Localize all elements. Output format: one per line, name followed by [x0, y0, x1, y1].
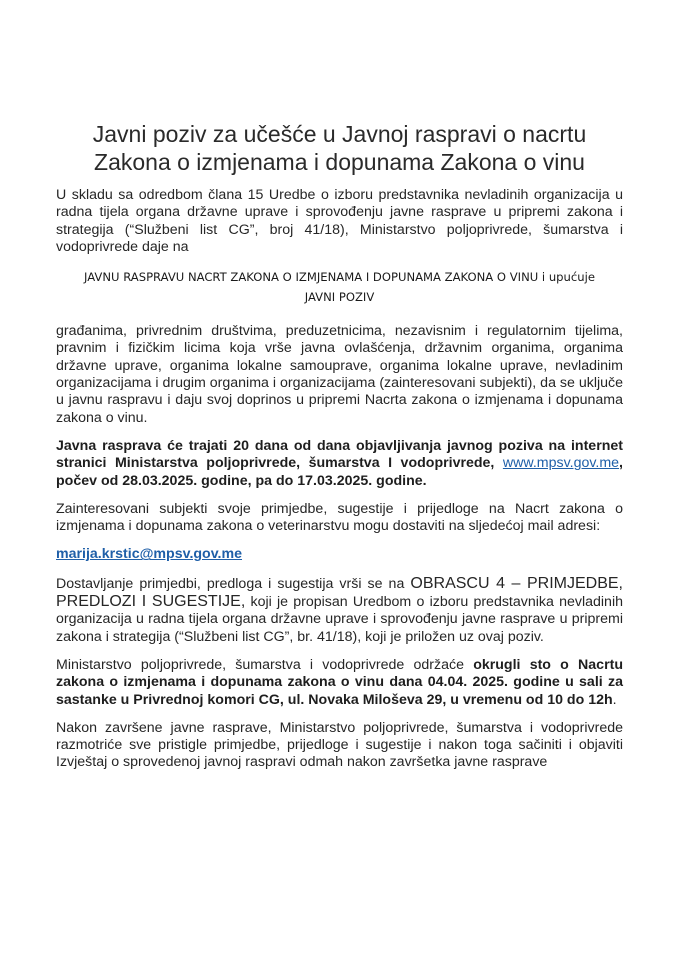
email-paragraph: [56, 546, 623, 563]
heading-line-1: JAVNU RASPRAVU NACRT ZAKONA O IZMJENAMA I DOPUNAMA ZAKONA O VINU i upućuje: [84, 270, 595, 285]
website-link[interactable]: www.mpsv.gov.me: [502, 455, 620, 472]
form-text-after: koji je propisan Uredbom o izboru predstavnika nevladinih organizacija u radna tijela organa državne uprave i sprovođenju javne rasprave u pripremi zakona i strategija (“Službeni list CG”, br. 41/18), koji je priložen uz ovaj poziv.: [56, 594, 623, 645]
closing-paragraph: Nakon završene javne rasprave, Ministarstvo poljoprivrede, šumarstva i vodoprivrede razmotriće sve pristigle primjedbe, prijedloge i sugestije i nakon toga sačiniti i objaviti Izvještaj o sprovedenoj javnoj raspravi odmah nakon završetka javne rasprave: [56, 719, 623, 771]
announcement-heading: [56, 267, 623, 307]
document-title: Javni poziv za učešće u Javnoj raspravi o nacrtu Zakona o izmjenama i dopunama Zakona o vinu: [92, 121, 587, 175]
email-link[interactable]: marija.krstic@mpsv.gov.me: [56, 546, 243, 563]
duration-dates: , počev od 28.03.2025. godine, pa do 17.03.2025. godine.: [56, 455, 623, 489]
roundtable-end: .: [612, 691, 617, 708]
intro-paragraph: U skladu sa odredbom člana 15 Uredbe o izboru predstavnika nevladinih organizacija u radna tijela organa državne uprave i sprovođenju javne rasprave u pripremi zakona i strategija (“Službeni list CG”, broj 41/18), Ministarstvo poljoprivrede, šumarstva i vodoprivrede daje na: [56, 187, 623, 255]
form-text-before: Dostavljanje primjedbi, predloga i sugestija vrši se na: [56, 575, 411, 592]
duration-paragraph: [56, 438, 623, 490]
duration-text: Javna rasprava će trajati 20 dana od dana objavljivanja javnog poziva na internet stranici Ministarstva poljoprivrede, šumarstva I vodoprivrede,: [56, 437, 623, 472]
form-name: OBRASCU 4 – PRIMJEDBE, PREDLOZI I SUGESTIJE,: [56, 574, 623, 611]
submission-paragraph: Zainteresovani subjekti svoje primjedbe, sugestije i prijedloge na Nacrt zakona o izmjenama i dopunama zakona o veterinarstvu mogu dostaviti na sljedećoj mail adresi:: [56, 500, 623, 535]
heading-line-2: JAVNI POZIV: [304, 290, 375, 305]
roundtable-paragraph: [56, 657, 623, 709]
roundtable-details: okrugli sto o Nacrtu zakona o izmjenama i dopunama zakona o vinu dana 04.04. 2025. godine u sali za sastanke u Privrednoj komori CG, ul. Novaka Miloševa 29, u vremenu od 10 do 12h: [56, 656, 623, 708]
roundtable-intro: Ministarstvo poljoprivrede, šumarstva i vodoprivrede održaće: [56, 656, 474, 673]
form-paragraph: [56, 575, 623, 646]
invitees-paragraph: građanima, privrednim društvima, preduzetnicima, nezavisnim i regulatornim tijelima, pravnim i fizičkim licima koja vrše javna ovlašćenja, državnim organima, organima državne uprave, organima lokalne samouprave, organima lokalne uprave, nevladinim organizacijama i drugim organima i organizacijama (zainteresovani subjekti), da se uključe u javnu raspravu i daju svoj doprinos u pripremi Nacrta zakona o izmjenama i dopunama zakona o vinu.: [56, 323, 623, 426]
document-page: [56, 120, 623, 783]
